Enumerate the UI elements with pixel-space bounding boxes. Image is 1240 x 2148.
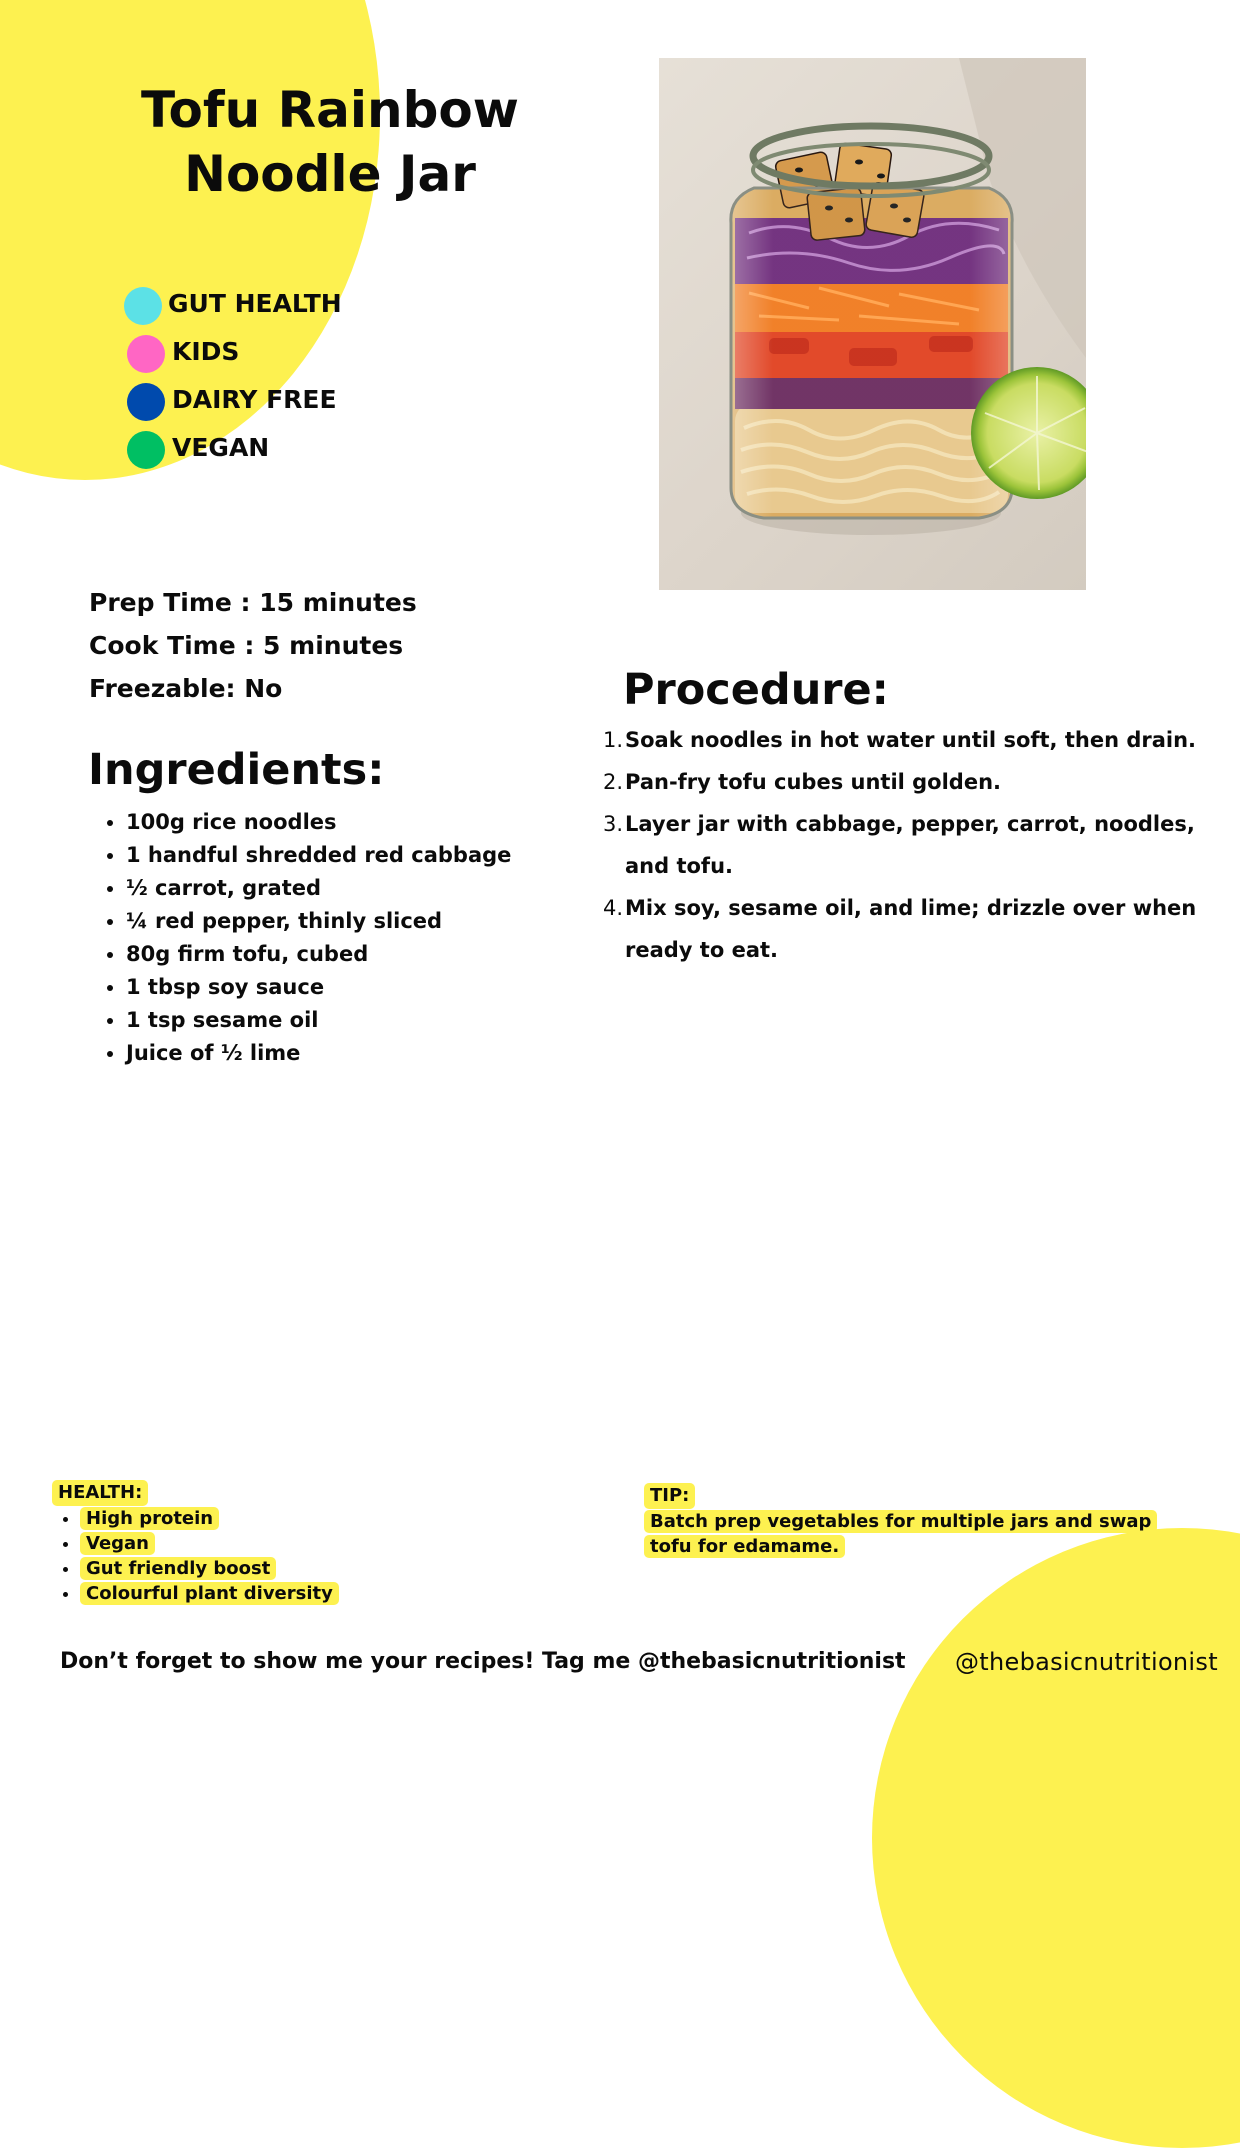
procedure-step (600, 803, 1205, 887)
noodle-jar-photo (659, 58, 1086, 590)
step-text: Layer jar with cabbage, pepper, carrot, noodles, and tofu. (625, 812, 1195, 878)
yellow-circle-decoration (872, 1528, 1240, 2148)
ingredient-item: • 1 handful shredded red cabbage (126, 839, 511, 872)
title-line: Noodle Jar (184, 145, 476, 203)
freezable-info: Freezable: No (89, 674, 283, 703)
prep-time: Prep Time : 15 minutes (89, 588, 417, 617)
ingredient-item: • 1 tsp sesame oil (126, 1004, 511, 1037)
health-item-text: High protein (80, 1507, 219, 1530)
health-item (80, 1531, 339, 1556)
health-item-text: Gut friendly boost (80, 1557, 276, 1580)
footer-callout: Don’t forget to show me your recipes! Tag me @thebasicnutritionist (60, 1649, 906, 1674)
health-item-text: Colourful plant diversity (80, 1582, 339, 1605)
ingredient-item: • 80g firm tofu, cubed (126, 938, 511, 971)
step-text: Pan-fry tofu cubes until golden. (625, 770, 1002, 794)
step-text: Soak noodles in hot water until soft, then drain. (625, 728, 1197, 752)
tag-dairy-free (124, 379, 444, 427)
cook-time: Cook Time : 5 minutes (89, 631, 404, 660)
ingredient-item: • ½ carrot, grated (126, 872, 511, 905)
tip-box (644, 1483, 1184, 1559)
recipe-title (120, 78, 540, 206)
ingredients-heading: Ingredients: (88, 745, 385, 795)
tag-dot (127, 383, 165, 421)
health-box (52, 1480, 339, 1606)
tag-dot (127, 431, 165, 469)
health-heading: HEALTH: (52, 1480, 148, 1506)
step-number: 4. (602, 896, 623, 920)
procedure-step (600, 761, 1205, 803)
ingredient-item: • ¼ red pepper, thinly sliced (126, 905, 511, 938)
health-item (80, 1581, 339, 1606)
tag-label: KIDS (172, 337, 240, 366)
tag-label: GUT HEALTH (168, 289, 342, 318)
ingredient-item: • 1 tbsp soy sauce (126, 971, 511, 1004)
tag-dot (124, 287, 162, 325)
tag-label: VEGAN (172, 433, 270, 462)
health-item (80, 1556, 339, 1581)
ingredients-list (96, 806, 511, 1070)
diet-tags (124, 283, 444, 475)
tip-text: Batch prep vegetables for multiple jars and swap tofu for edamame. (644, 1510, 1157, 1558)
social-handle: @thebasicnutritionist (955, 1648, 1218, 1676)
step-text: Mix soy, sesame oil, and lime; drizzle over when ready to eat. (625, 896, 1197, 962)
procedure-list (600, 719, 1205, 971)
health-item-text: Vegan (80, 1532, 155, 1555)
tag-dot (127, 335, 165, 373)
procedure-heading: Procedure: (623, 665, 889, 715)
title-line: Tofu Rainbow (141, 81, 519, 139)
procedure-step (600, 719, 1205, 761)
ingredient-item: • 100g rice noodles (126, 806, 511, 839)
tag-kids (124, 331, 444, 379)
tag-vegan (124, 427, 444, 475)
procedure-step (600, 887, 1205, 971)
tip-heading: TIP: (644, 1483, 695, 1509)
step-number: 3. (602, 812, 623, 836)
recipe-meta (89, 581, 417, 710)
health-item (80, 1506, 339, 1531)
tag-label: DAIRY FREE (172, 385, 337, 414)
noodle-jar-illustration (659, 58, 1086, 590)
step-number: 1. (602, 728, 623, 752)
tag-gut-health (124, 283, 444, 331)
ingredient-item: • Juice of ½ lime (126, 1037, 511, 1070)
step-number: 2. (602, 770, 623, 794)
health-list (52, 1506, 339, 1606)
